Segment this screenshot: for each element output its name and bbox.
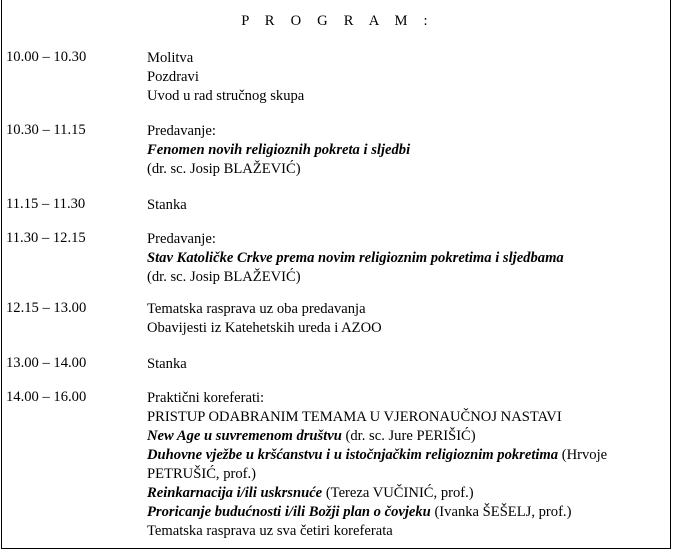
slot-content bbox=[147, 49, 662, 106]
activity-line: Obavijesti iz Katehetskih ureda i AZOO bbox=[147, 320, 382, 336]
slot-content bbox=[147, 230, 662, 287]
lecture-label: Predavanje: bbox=[147, 231, 216, 247]
activity-line: Pozdravi bbox=[147, 69, 199, 85]
lecture-speaker: (dr. sc. Josip BLAŽEVIĆ) bbox=[147, 269, 301, 285]
coreferat-title: Duhovne vježbe u kršćanstvu i u istočnjačkim religioznim pokretima bbox=[147, 447, 559, 463]
coreferat-author: (dr. sc. Jure PERIŠIĆ) bbox=[341, 428, 476, 444]
coreferat-title: New Age u suvremenom društvu bbox=[147, 428, 342, 444]
lecture-speaker: (dr. sc. Josip BLAŽEVIĆ) bbox=[147, 161, 301, 177]
slot-content bbox=[147, 122, 662, 179]
section-label: Praktični koreferati: bbox=[147, 390, 265, 406]
activity-line: Molitva bbox=[147, 50, 194, 66]
activity-line: Stanka bbox=[147, 356, 187, 372]
time-slot: 10.30 – 11.15 bbox=[6, 122, 86, 138]
time-slot: 13.00 – 14.00 bbox=[6, 355, 87, 371]
section-heading: PRISTUP ODABRANIM TEMAMA U VJERONAUČNOJ NASTAVI bbox=[147, 409, 562, 425]
time-slot: 12.15 – 13.00 bbox=[6, 300, 87, 316]
closing-line: Tematska rasprava uz sva četiri koreferata bbox=[147, 523, 393, 539]
coreferat-author: (Hrvoje PETRUŠIĆ, prof.) bbox=[147, 447, 608, 482]
lecture-title: Stav Katoličke Crkve prema novim religioznim pokretima i sljedbama bbox=[147, 250, 564, 266]
coreferat-title: Reinkarnacija i/ili uskrsnuće bbox=[147, 485, 323, 501]
program-title: P R O G R A M : bbox=[241, 13, 434, 29]
activity-line: Tematska rasprava uz oba predavanja bbox=[147, 301, 366, 317]
activity-line: Uvod u rad stručnog skupa bbox=[147, 88, 305, 104]
coreferat-title: Proricanje budućnosti i/ili Božji plan o čovjeku bbox=[147, 504, 431, 520]
time-slot: 10.00 – 10.30 bbox=[6, 49, 87, 65]
slot-content bbox=[147, 389, 662, 541]
time-slot: 11.15 – 11.30 bbox=[6, 196, 86, 212]
slot-content bbox=[147, 300, 662, 338]
coreferat-author: (Tereza VUČINIĆ, prof.) bbox=[322, 485, 474, 501]
coreferat-item bbox=[147, 503, 662, 522]
coreferat-author: (Ivanka ŠEŠELJ, prof.) bbox=[430, 504, 572, 520]
coreferat-item bbox=[147, 427, 662, 446]
coreferat-item bbox=[147, 446, 662, 484]
slot-content bbox=[147, 196, 662, 215]
time-slot: 14.00 – 16.00 bbox=[6, 389, 87, 405]
activity-line: Stanka bbox=[147, 197, 187, 213]
slot-content bbox=[147, 355, 662, 374]
lecture-label: Predavanje: bbox=[147, 123, 216, 139]
coreferat-item bbox=[147, 484, 662, 503]
lecture-title: Fenomen novih religioznih pokreta i sljedbi bbox=[147, 142, 411, 158]
time-slot: 11.30 – 12.15 bbox=[6, 230, 86, 246]
